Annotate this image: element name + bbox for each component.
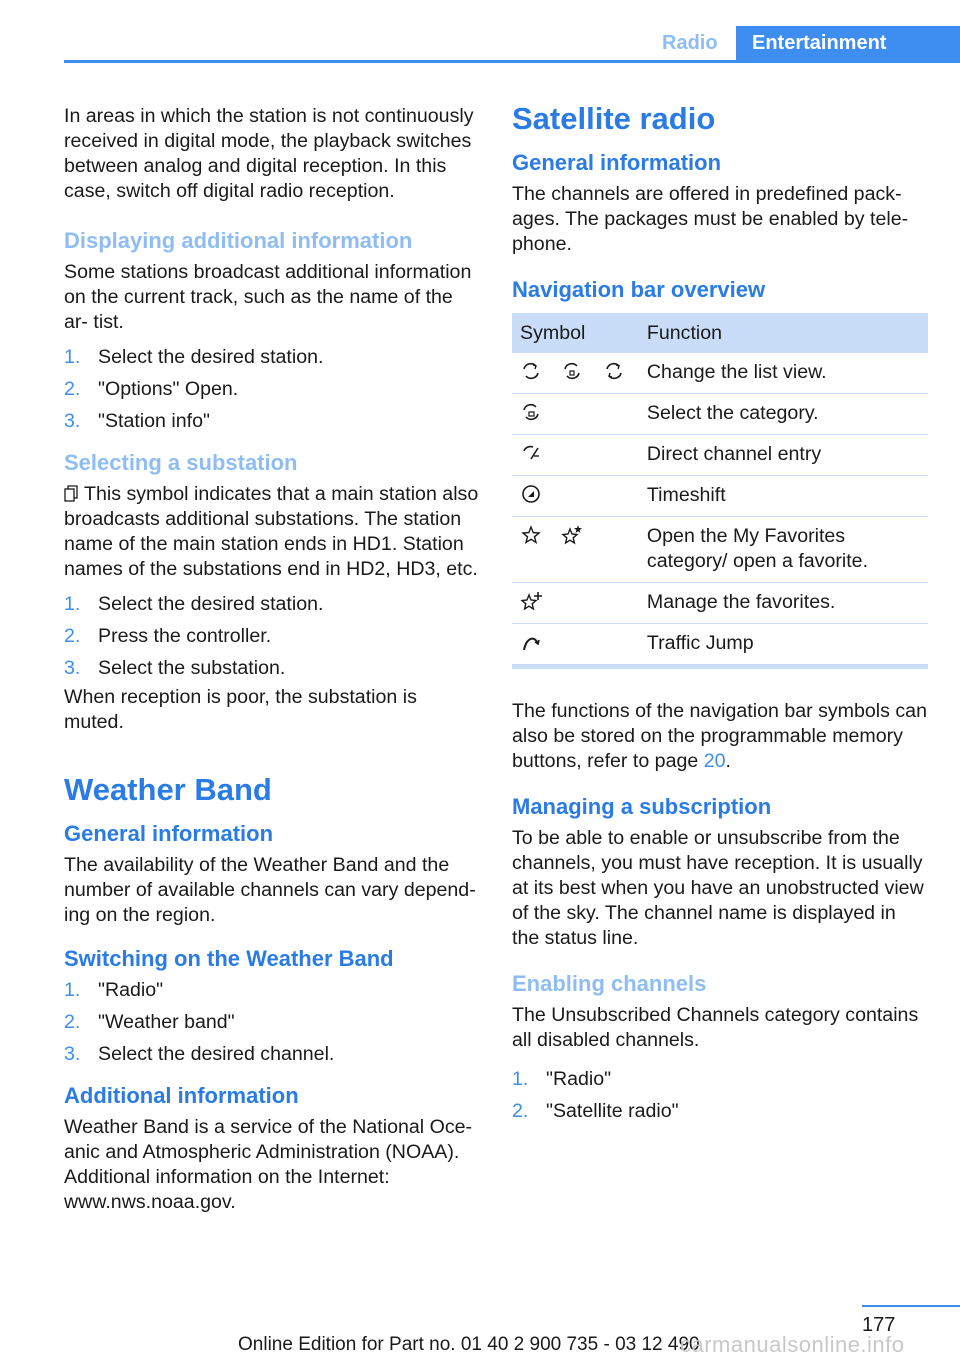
edition-footer: Online Edition for Part no. 01 40 2 900 735 - 03 12 490 bbox=[238, 1334, 700, 1355]
right-column bbox=[512, 101, 928, 1132]
displaying-steps bbox=[64, 345, 480, 434]
direct-entry-icon bbox=[520, 442, 542, 464]
list-item: 3. Select the substation. bbox=[64, 657, 286, 679]
table-cell-function: Manage the favorites. bbox=[639, 583, 928, 624]
table-cell-function: Change the list view. bbox=[639, 353, 928, 394]
list-view-refresh-icon bbox=[603, 360, 625, 382]
list-item: 3. "Station info" bbox=[64, 410, 210, 432]
satellite-general-text: The channels are offered in predefined pack‐ ages. The packages must be enabled by tele‐ phone. bbox=[512, 183, 909, 255]
substation-heading: Selecting a substation bbox=[64, 450, 298, 475]
left-column bbox=[64, 104, 480, 1225]
table-row bbox=[512, 517, 928, 583]
functions-paragraph: The functions of the navigation bar symbols can also be stored on the programmable memory buttons, refer to page 20. bbox=[512, 700, 927, 772]
list-item: 3. Select the desired channel. bbox=[64, 1043, 335, 1065]
weather-switching-steps bbox=[64, 978, 480, 1067]
list-item: 2. "Weather band" bbox=[64, 1011, 235, 1033]
list-item: 1. Select the desired station. bbox=[64, 593, 324, 615]
substation-text: This symbol indicates that a main station also broadcasts additional substations. The station name of the main station ends in HD1. Station names of the substations end in HD2, HD3, etc. bbox=[64, 483, 479, 580]
displaying-heading: Displaying additional information bbox=[64, 228, 413, 253]
table-header-symbol: Symbol bbox=[512, 313, 639, 353]
list-item: 2. "Options" Open. bbox=[64, 378, 239, 400]
substation-icon bbox=[64, 485, 78, 502]
enabling-text: The Unsubscribed Channels category contains all disabled channels. bbox=[512, 1004, 919, 1051]
list-view-icon bbox=[520, 360, 542, 382]
footer-divider bbox=[862, 1305, 960, 1307]
table-row bbox=[512, 624, 928, 667]
table-row bbox=[512, 476, 928, 517]
displaying-text: Some stations broadcast additional information on the current track, such as the name of the ar‐ tist. bbox=[64, 261, 472, 333]
star-manage-icon bbox=[520, 590, 542, 612]
page-header bbox=[64, 26, 960, 63]
intro-paragraph: In areas in which the station is not continuously received in digital mode, the playback switches between analog and digital reception. In this case, switch off digital radio reception. bbox=[64, 105, 474, 202]
satellite-radio-title: Satellite radio bbox=[512, 101, 716, 136]
table-row bbox=[512, 435, 928, 476]
substation-note: When reception is poor, the substation is muted. bbox=[64, 686, 417, 733]
weather-general-text: The availability of the Weather Band and the number of available channels can vary depend‐ ing on the region. bbox=[64, 854, 476, 926]
weather-band-title: Weather Band bbox=[64, 772, 272, 807]
navigation-bar-table bbox=[512, 313, 928, 669]
page-number: 177 bbox=[862, 1314, 896, 1336]
timeshift-icon bbox=[520, 483, 542, 505]
satellite-general-heading: General information bbox=[512, 150, 722, 175]
table-row bbox=[512, 583, 928, 624]
list-item: 2. "Satellite radio" bbox=[512, 1100, 679, 1122]
list-view-grouped-icon bbox=[561, 360, 583, 382]
enabling-heading: Enabling channels bbox=[512, 971, 707, 996]
header-section: Radio bbox=[662, 32, 718, 54]
traffic-jump-icon bbox=[520, 631, 542, 653]
subscription-text: To be able to enable or unsubscribe from the channels, you must have reception. It is usually at its best when you have an unobstructed view of the sky. The channel name is displayed in the status line. bbox=[512, 827, 924, 949]
page-reference-link[interactable]: 20 bbox=[703, 750, 726, 772]
substation-steps bbox=[64, 592, 480, 681]
list-item: 1. "Radio" bbox=[512, 1068, 612, 1090]
list-item: 2. Press the controller. bbox=[64, 625, 272, 647]
table-cell-function: Open the My Favorites category/ open a favorite. bbox=[639, 517, 928, 583]
subscription-heading: Managing a subscription bbox=[512, 794, 772, 819]
header-chapter: Entertainment bbox=[736, 26, 960, 60]
weather-switching-heading: Switching on the Weather Band bbox=[64, 946, 394, 971]
list-item: 1. "Radio" bbox=[64, 979, 164, 1001]
table-cell-function: Select the category. bbox=[639, 394, 928, 435]
navigation-bar-heading: Navigation bar overview bbox=[512, 277, 766, 302]
list-item: 1. Select the desired station. bbox=[64, 346, 324, 368]
enabling-steps bbox=[512, 1067, 928, 1124]
table-header-function: Function bbox=[639, 313, 928, 353]
star-add-icon bbox=[561, 524, 583, 546]
weather-general-heading: General information bbox=[64, 821, 274, 846]
table-cell-function: Direct channel entry bbox=[639, 435, 928, 476]
weather-additional-heading: Additional information bbox=[64, 1083, 299, 1108]
table-cell-function: Timeshift bbox=[639, 476, 928, 517]
watermark: carmanualsonline.info bbox=[680, 1332, 905, 1357]
table-row bbox=[512, 394, 928, 435]
weather-additional-text: Weather Band is a service of the National Oce‐ anic and Atmospheric Administration (NOAA). Additional information on the Internet: www.nws.noaa.gov. bbox=[64, 1116, 473, 1213]
category-icon bbox=[520, 401, 542, 423]
star-icon bbox=[520, 524, 542, 546]
table-cell-function: Traffic Jump bbox=[646, 632, 754, 654]
table-row bbox=[512, 353, 928, 394]
